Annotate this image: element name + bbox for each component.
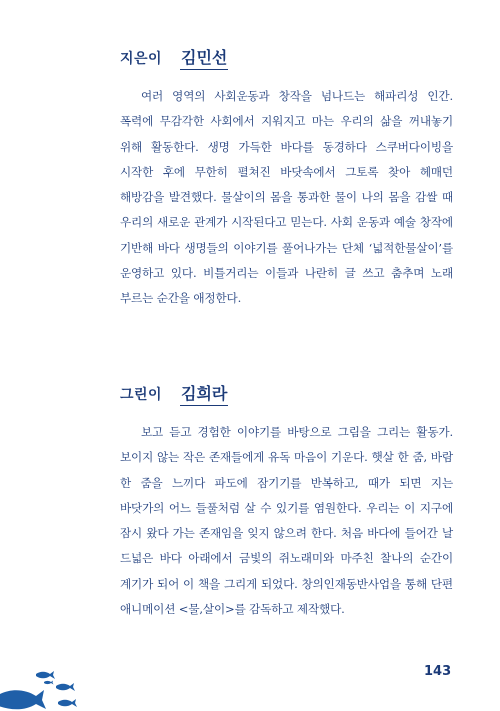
- illustrator-section: [120, 384, 453, 617]
- page-number: 143: [424, 664, 452, 679]
- illustrator-role-label: 그린이: [120, 387, 163, 403]
- small-fish-icon: [36, 671, 55, 679]
- illustrator-name: 김희라: [180, 385, 228, 406]
- illustrator-byline: [120, 384, 453, 408]
- writer-byline: [120, 48, 453, 72]
- illustrator-bio: 보고 듣고 경험한 이야기를 바탕으로 그림을 그리는 활동가. 보이지 않는 작은 존재들에게 유독 마음이 기운다. 햇살 한 줌, 바람 한 줌을 느끼다 파도에 잠기기를 반복하고, 때가 되면 지는 바닷가의 어느 들풀처럼 살 수 있기를 염원한다. 우리는 이 지구에 잠시 왔다 가는 존재임을 잊지 않으려 한다. 처음 바다에 들어간 날 드넓은 바다 아래에서 금빛의 쥐노래미와 마주친 찰나의 순간이 계기가 되어 이 책을 그리게 되었다. 창의인재동반사업을 통해 단편 애니메이션 <물,살이>를 감독하고 제작했다.: [120, 425, 453, 617]
- small-fish-icon: [56, 683, 75, 691]
- writer-role-label: 지은이: [120, 51, 163, 67]
- writer-section: [120, 48, 453, 306]
- writer-bio: 여러 영역의 사회운동과 창작을 넘나드는 해파리성 인간. 폭력에 무감각한 사회에서 지워지고 마는 우리의 삶을 꺼내놓기 위해 활동한다. 생명 가득한 바다를 동경하다 스쿠버다이빙을 시작한 후에 무한히 펼쳐진 바닷속에서 그토록 찾아 헤매던 해방감을 발견했다. 물살이의 몸을 통과한 물이 나의 몸을 감쌀 때 우리의 새로운 관계가 시작된다고 믿는다. 사회 운동과 예술 창작에 기반해 바다 생명들의 이야기를 풀어나가는 단체 ‘넓적한물살이’를 운영하고 있다. 비틀거리는 이들과 나란히 글 쓰고 춤추며 노래 부르는 순간을 애정한다.: [120, 89, 453, 306]
- fish-school-icon: [0, 660, 90, 711]
- small-fish-icon: [58, 699, 77, 707]
- writer-name: 김민선: [180, 49, 228, 70]
- tiny-fish-icon: [44, 681, 54, 685]
- large-fish-icon: [0, 690, 46, 709]
